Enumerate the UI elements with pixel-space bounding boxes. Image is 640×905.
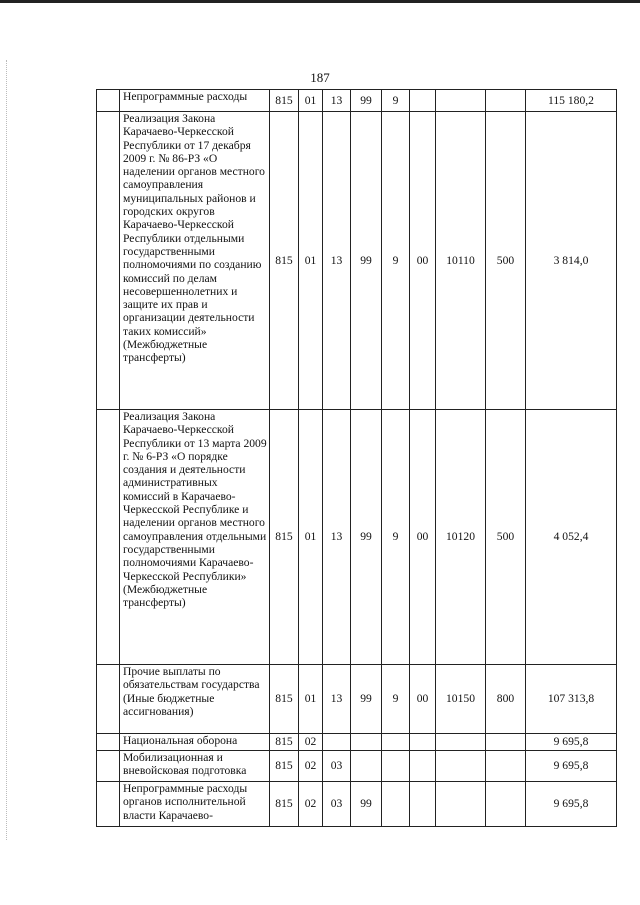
cell-rz: 02 <box>299 782 323 827</box>
cell-expense-type <box>486 734 526 751</box>
cell-rz: 01 <box>299 665 323 734</box>
row-name: Мобилизационная и вневойсковая подготовка <box>120 751 270 782</box>
row-name: Прочие выплаты по обязательствам государства (Иные бюджетные ассигнования) <box>120 665 270 734</box>
cell-amount: 3 814,0 <box>526 112 617 410</box>
cell-amount: 9 695,8 <box>526 734 617 751</box>
row-name: Непрограммные расходы органов исполнительной власти Карачаево- <box>120 782 270 827</box>
cell-subprogram: 9 <box>382 90 410 112</box>
cell-ved: 815 <box>270 112 299 410</box>
cell-amount: 115 180,2 <box>526 90 617 112</box>
cell-direction: 10110 <box>436 112 486 410</box>
cell-program: 99 <box>351 665 382 734</box>
cell-expense-type <box>486 782 526 827</box>
table-row <box>97 410 617 665</box>
cell-direction <box>436 90 486 112</box>
cell-direction <box>436 734 486 751</box>
cell-pr: 13 <box>323 112 351 410</box>
page-top-border <box>0 0 640 3</box>
cell-expense-type: 500 <box>486 410 526 665</box>
cell-program: 99 <box>351 410 382 665</box>
cell-expense-type: 800 <box>486 665 526 734</box>
cell-pr: 13 <box>323 665 351 734</box>
cell-rz: 01 <box>299 410 323 665</box>
table-row <box>97 751 617 782</box>
row-name: Реализация Закона Карачаево-Черкесской Республики от 17 декабря 2009 г. № 86-РЗ «О наделении органов местного самоуправления муниципальных районов и городских округов Карачаево-Черкесской Республики отдельными государственными полномочиями по созданию комиссий по делам несовершеннолетних и защите их прав и организации деятельности таких комиссий» (Межбюджетные трансферты) <box>120 112 270 410</box>
cell-main-event <box>410 90 436 112</box>
row-name: Национальная оборона <box>120 734 270 751</box>
cell-program: 99 <box>351 112 382 410</box>
row-marker-cell <box>97 734 120 751</box>
cell-rz: 01 <box>299 90 323 112</box>
cell-amount: 9 695,8 <box>526 782 617 827</box>
cell-amount: 4 052,4 <box>526 410 617 665</box>
budget-table <box>96 89 617 827</box>
table-row <box>97 665 617 734</box>
row-marker-cell <box>97 112 120 410</box>
cell-direction: 10150 <box>436 665 486 734</box>
cell-program: 99 <box>351 90 382 112</box>
cell-pr: 13 <box>323 410 351 665</box>
cell-pr <box>323 734 351 751</box>
cell-subprogram <box>382 751 410 782</box>
cell-ved: 815 <box>270 734 299 751</box>
cell-expense-type <box>486 751 526 782</box>
cell-amount: 9 695,8 <box>526 751 617 782</box>
cell-ved: 815 <box>270 410 299 665</box>
cell-pr: 03 <box>323 751 351 782</box>
row-marker-cell <box>97 665 120 734</box>
cell-main-event: 00 <box>410 410 436 665</box>
cell-program: 99 <box>351 782 382 827</box>
cell-main-event: 00 <box>410 665 436 734</box>
cell-rz: 02 <box>299 734 323 751</box>
table-row <box>97 734 617 751</box>
cell-subprogram: 9 <box>382 410 410 665</box>
cell-subprogram: 9 <box>382 112 410 410</box>
cell-ved: 815 <box>270 665 299 734</box>
row-name: Реализация Закона Карачаево-Черкесской Республики от 13 марта 2009 г. № 6-РЗ «О порядке создания и деятельности административных комиссий в Карачаево-Черкесской Республике и наделении органов местного самоуправления отдельными государственными полномочиями Карачаево-Черкесской Республики» (Межбюджетные трансферты) <box>120 410 270 665</box>
table-row <box>97 112 617 410</box>
row-name: Непрограммные расходы <box>120 90 270 112</box>
cell-main-event: 00 <box>410 112 436 410</box>
row-marker-cell <box>97 90 120 112</box>
cell-subprogram: 9 <box>382 665 410 734</box>
cell-pr: 13 <box>323 90 351 112</box>
scan-margin-dots <box>6 60 8 840</box>
cell-direction <box>436 751 486 782</box>
page-number: 187 <box>310 70 330 85</box>
cell-amount: 107 313,8 <box>526 665 617 734</box>
cell-direction <box>436 782 486 827</box>
cell-rz: 02 <box>299 751 323 782</box>
cell-expense-type <box>486 90 526 112</box>
cell-main-event <box>410 734 436 751</box>
row-marker-cell <box>97 410 120 665</box>
cell-ved: 815 <box>270 90 299 112</box>
cell-direction: 10120 <box>436 410 486 665</box>
cell-pr: 03 <box>323 782 351 827</box>
cell-expense-type: 500 <box>486 112 526 410</box>
cell-ved: 815 <box>270 751 299 782</box>
cell-subprogram <box>382 734 410 751</box>
cell-program <box>351 751 382 782</box>
row-marker-cell <box>97 751 120 782</box>
row-marker-cell <box>97 782 120 827</box>
table-row <box>97 90 617 112</box>
cell-main-event <box>410 751 436 782</box>
cell-main-event <box>410 782 436 827</box>
cell-subprogram <box>382 782 410 827</box>
cell-program <box>351 734 382 751</box>
cell-ved: 815 <box>270 782 299 827</box>
table-row <box>97 782 617 827</box>
cell-rz: 01 <box>299 112 323 410</box>
